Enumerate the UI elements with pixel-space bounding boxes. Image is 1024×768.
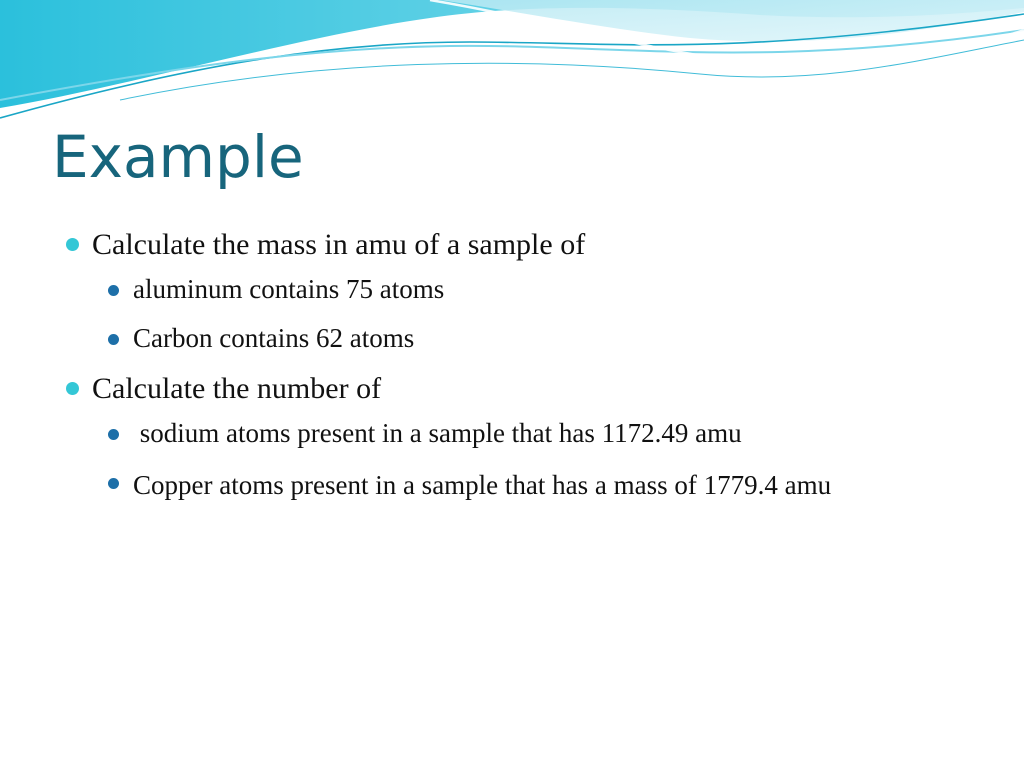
sub-bullet-text: Carbon contains 62 atoms <box>133 323 415 353</box>
sub-bullet-dot-icon <box>108 429 119 440</box>
wave-header-decoration <box>0 0 1024 130</box>
slide-title: Example <box>52 123 304 191</box>
bullet-item-mass <box>62 226 962 264</box>
sub-bullet-carbon <box>62 321 962 355</box>
sub-bullet-text: aluminum contains 75 atoms <box>133 274 445 304</box>
sub-bullet-dot-icon <box>108 334 119 345</box>
sub-bullet-dot-icon <box>108 285 119 296</box>
sub-bullet-copper <box>62 465 933 505</box>
sub-bullet-text: sodium atoms present in a sample that has 1172.49 amu <box>133 418 742 448</box>
bullet-dot-icon <box>66 382 79 395</box>
bullet-list <box>62 226 962 520</box>
sub-bullet-list-number <box>62 416 962 505</box>
sub-bullet-aluminum <box>62 272 962 306</box>
sub-bullet-text: Copper atoms present in a sample that has a mass of 1779.4 amu <box>133 470 832 500</box>
sub-bullet-list-mass <box>62 272 962 355</box>
bullet-dot-icon <box>66 238 79 251</box>
sub-bullet-dot-icon <box>108 478 119 489</box>
bullet-text: Calculate the number of <box>92 372 382 405</box>
sub-bullet-sodium <box>62 416 962 450</box>
bullet-text: Calculate the mass in amu of a sample of <box>92 228 586 261</box>
bullet-item-number <box>62 370 962 408</box>
